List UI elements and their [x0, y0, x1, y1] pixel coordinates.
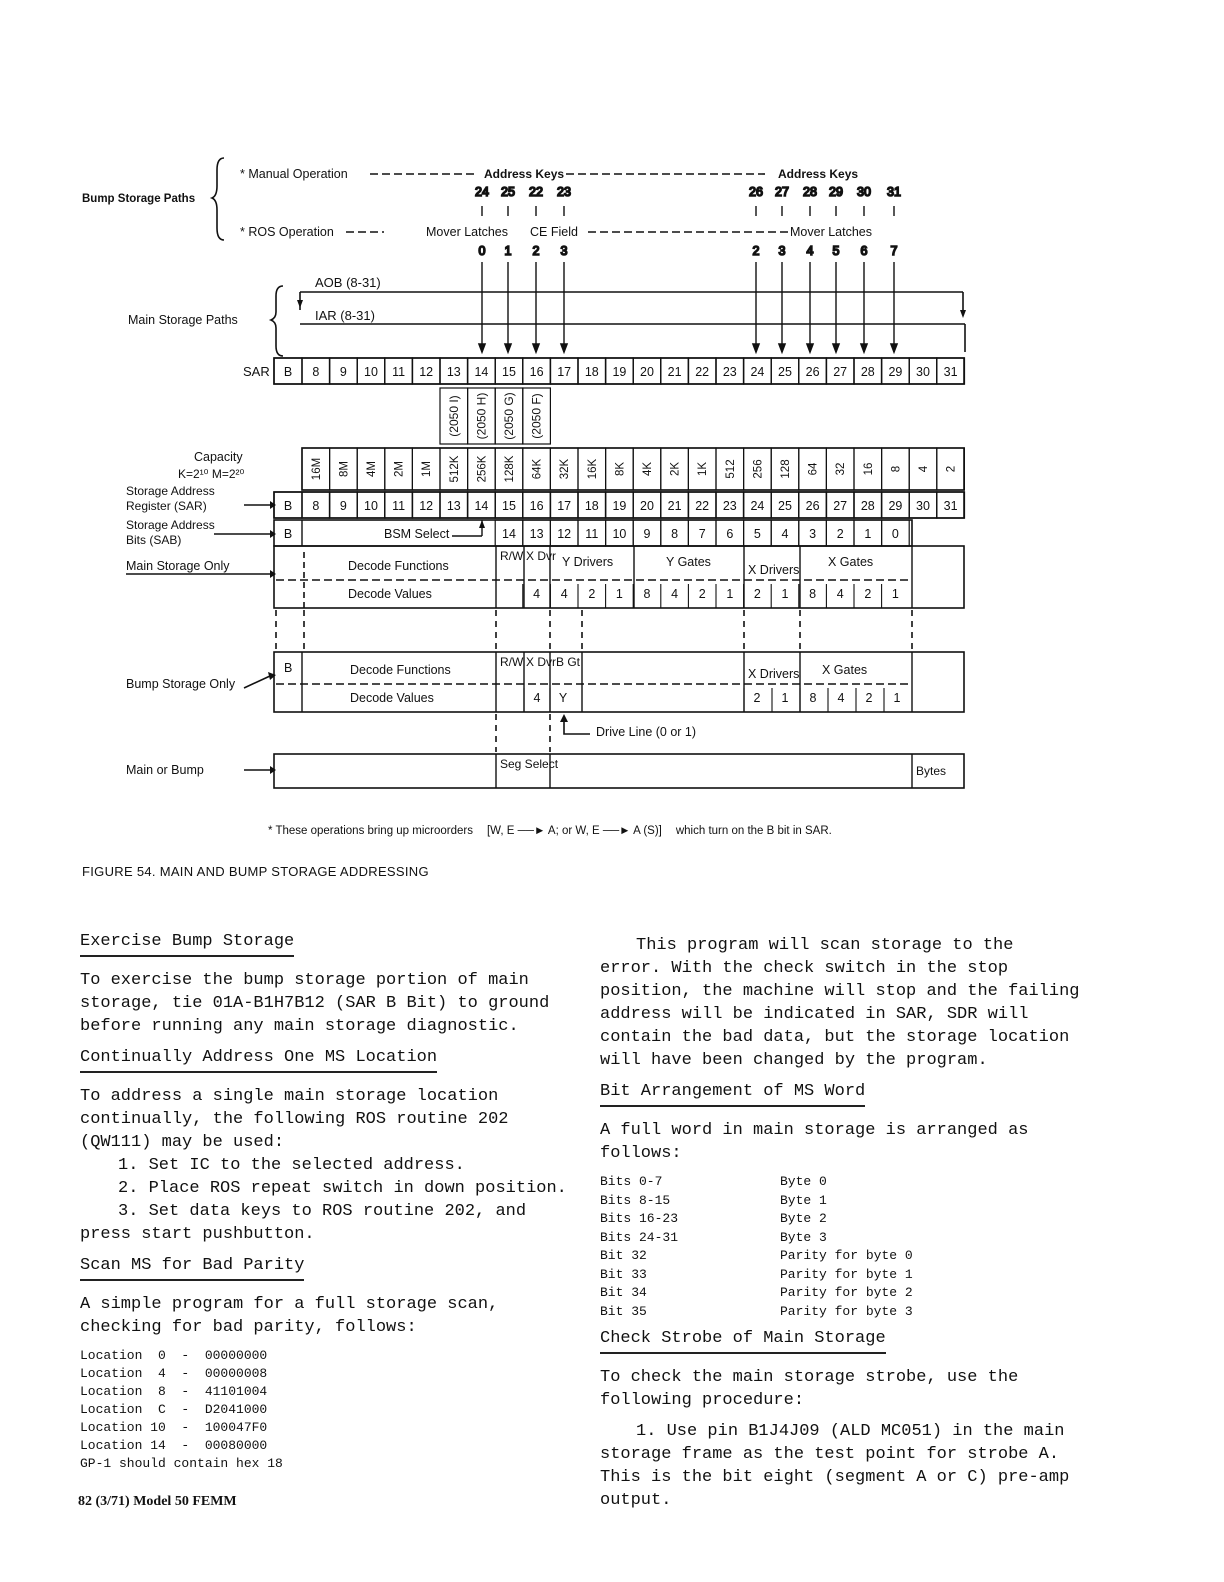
seg-select-label: Seg Select — [500, 757, 559, 771]
capacity-value: 256 — [752, 459, 765, 479]
heading-exercise-bump: Exercise Bump Storage — [80, 930, 294, 957]
capacity-value: 512K — [448, 455, 461, 483]
mover-latch-number: 2 — [532, 244, 540, 258]
sab-bit: 2 — [836, 527, 844, 541]
address-key-number: 24 — [475, 185, 489, 199]
address-key-number: 29 — [829, 185, 843, 199]
bump-decode-value: 4 — [837, 691, 845, 705]
mover-latches-left: Mover Latches — [426, 225, 508, 239]
main-decode-value: 1 — [726, 587, 734, 601]
right-column — [600, 934, 1080, 1520]
sar-bit: 14 — [474, 365, 489, 379]
sar-bit: 31 — [943, 365, 958, 379]
address-key-number: 31 — [887, 185, 901, 199]
location-row: Location C - D2041000 — [80, 1402, 268, 1417]
heading-scan-ms: Scan MS for Bad Parity — [80, 1254, 304, 1281]
mover-latch-number: 6 — [860, 244, 868, 258]
sar-full-bit: 21 — [667, 499, 682, 513]
byte-label: Parity for byte 1 — [780, 1266, 913, 1282]
sar-full-bit: 17 — [557, 499, 572, 513]
location-row: Location 14 - 00080000 — [80, 1438, 268, 1453]
capacity-value: 512 — [724, 459, 737, 479]
mover-latches-right: Mover Latches — [790, 225, 872, 239]
x-gates-main: X Gates — [828, 555, 874, 569]
sar-full-bit: 20 — [640, 499, 654, 513]
capacity-value: 128K — [504, 455, 516, 483]
sar-bit: 24 — [750, 365, 765, 379]
sab-bit: 4 — [781, 527, 789, 541]
capacity-value: 16 — [862, 462, 875, 476]
heading-check-strobe: Check Strobe of Main Storage — [600, 1327, 886, 1354]
byte-label: Parity for byte 2 — [780, 1285, 913, 1300]
sar-bit: 28 — [860, 365, 875, 379]
capacity-value: 16K — [586, 458, 599, 480]
capacity-value: 64K — [531, 458, 544, 480]
iar-label: IAR (8-31) — [315, 308, 375, 323]
step-2: 2. Place ROS repeat switch in down position. — [118, 1179, 567, 1198]
capacity-value: 1M — [421, 461, 434, 477]
sab-bit: 1 — [864, 527, 872, 541]
sar-full-bit: 22 — [695, 499, 710, 513]
bit-range: Bits 16-23 — [600, 1211, 679, 1226]
sab-bit: 12 — [557, 527, 572, 541]
model-label: (2050 G) — [502, 392, 516, 440]
sar-bit: 29 — [888, 365, 903, 379]
bit-range: Bit 32 — [600, 1248, 647, 1263]
sar-bit: 17 — [557, 365, 572, 379]
capacity-value: 8 — [890, 465, 903, 473]
heading-bit-arrangement: Bit Arrangement of MS Word — [600, 1080, 865, 1107]
sar-full-bit: 10 — [364, 499, 378, 513]
sar-full-bit: 26 — [805, 499, 820, 513]
capacity-value: 2K — [669, 461, 682, 477]
decode-values-main: Decode Values — [348, 587, 432, 601]
para-scan-ms: A simple program for a full storage scan, checking for bad parity, follows: — [80, 1295, 499, 1337]
address-key-number: 26 — [749, 185, 763, 199]
mover-latch-number: 5 — [832, 244, 840, 258]
model-label: (2050 H) — [474, 392, 489, 440]
capacity-value: 4M — [366, 461, 378, 477]
sar-bit: 20 — [640, 365, 654, 379]
mover-latch-number: 4 — [806, 244, 814, 258]
sar-full-bit: 19 — [612, 499, 627, 513]
sar-full-bit: 8 — [312, 499, 320, 513]
manual-operation-label: * Manual Operation — [240, 167, 348, 181]
mover-latch-number: 1 — [504, 244, 512, 258]
para-continually-address: To address a single main storage location continually, the following ROS routine 202 (QW111) may be used: — [80, 1087, 509, 1152]
decode-values-bump: Decode Values — [350, 691, 434, 705]
address-key-number: 23 — [557, 185, 571, 199]
sar-full-bit: 27 — [833, 499, 848, 513]
sar-bit: 12 — [419, 365, 434, 379]
sab-bit: 14 — [502, 527, 516, 541]
sar-full-bit: 14 — [474, 499, 489, 513]
bump-decode-value: 2 — [865, 691, 873, 705]
bump-decode-value: 1 — [781, 691, 789, 705]
x-drivers-main: X Drivers — [748, 563, 800, 577]
mover-latch-number: 3 — [778, 244, 786, 258]
sar-bit: 19 — [612, 365, 627, 379]
para-scan-result: This program will scan storage to the error. With the check switch in the stop position, the machine will stop and the failing address will be indicated in SAR, SDR will contain the bad data, but the storage location will have been changed by the program. — [600, 936, 1080, 1070]
address-key-number: 30 — [857, 185, 871, 199]
step-3: 3. Set data keys to ROS routine 202, and press start pushbutton. — [80, 1202, 527, 1244]
capacity-value: 8M — [338, 461, 351, 477]
bump-storage-paths-label: Bump Storage Paths — [82, 193, 196, 205]
sar-bit: B — [283, 365, 293, 379]
capacity-value: 32K — [559, 458, 572, 480]
sar-bit: 25 — [778, 365, 792, 379]
x-gates-bump: X Gates — [822, 663, 868, 677]
sab-bit: 3 — [809, 527, 817, 541]
model-label: (2050 F) — [529, 393, 544, 439]
sar-bit: 27 — [833, 365, 848, 379]
capacity-value: 2M — [393, 461, 406, 477]
bump-decode-value: 2 — [753, 691, 761, 705]
para-exercise-bump: To exercise the bump storage portion of main storage, tie 01A-B1H7B12 (SAR B Bit) to ground before running any main storage diagnostic. — [80, 971, 550, 1036]
main-decode-value: 8 — [809, 587, 817, 601]
capacity-value: 16M — [310, 457, 323, 481]
bump-decode-value: 1 — [893, 691, 901, 705]
address-keys-right: Address Keys — [778, 167, 859, 181]
sar-bit: 23 — [722, 365, 737, 379]
para-check-strobe: To check the main storage strobe, use the following procedure: — [600, 1368, 1019, 1410]
mover-latch-number: 2 — [752, 244, 760, 258]
aob-label: AOB (8-31) — [315, 275, 381, 290]
main-decode-value: 2 — [864, 587, 872, 601]
capacity-value: 2 — [945, 465, 958, 473]
location-row: Location 8 - 41101004 — [80, 1384, 268, 1399]
sar-full-bit: 18 — [584, 499, 599, 513]
sab-bit: 8 — [671, 527, 679, 541]
sar-bit: 8 — [312, 365, 320, 379]
bump-decode-value: 8 — [809, 691, 817, 705]
bump-decode-value: 4 — [533, 691, 541, 705]
bit-range: Bits 0-7 — [600, 1174, 663, 1189]
main-decode-value: 1 — [615, 587, 623, 601]
sar-bit: 10 — [364, 365, 378, 379]
address-key-number: 27 — [775, 185, 789, 199]
x-drivers-bump: X Drivers — [748, 667, 800, 681]
address-key-number: 28 — [803, 185, 817, 199]
sar-full-bit: 9 — [339, 499, 347, 513]
bump-b-cell: B — [284, 661, 293, 675]
bump-decode-value: Y — [558, 691, 568, 705]
capacity-label: Capacity — [194, 450, 243, 464]
decode-functions-main: Decode Functions — [348, 559, 449, 573]
sar-full-bit: 23 — [722, 499, 737, 513]
main-decode-value: 4 — [560, 587, 568, 601]
sar-bit: 15 — [502, 365, 516, 379]
sar-label: SAR — [243, 364, 270, 379]
sar-bit: 9 — [339, 365, 347, 379]
bit-range: Bits 8-15 — [600, 1192, 671, 1208]
sar-bit: 16 — [529, 365, 544, 379]
drive-line-label: Drive Line (0 or 1) — [596, 725, 697, 739]
mover-latch-number: 3 — [560, 244, 568, 258]
sab-bit: 13 — [529, 527, 544, 541]
sar-full-label: Storage Address Register (SAR) — [126, 484, 215, 513]
ros-operation-label: * ROS Operation — [240, 225, 334, 239]
sar-bit: 21 — [667, 365, 682, 379]
main-decode-value: 2 — [698, 587, 706, 601]
sab-bit: 9 — [643, 527, 651, 541]
capacity-value: 64 — [807, 462, 820, 476]
sab-bit: 7 — [698, 527, 706, 541]
sab-b-cell: B — [283, 527, 293, 541]
main-decode-value: 1 — [891, 587, 899, 601]
mover-latch-number: 0 — [478, 244, 486, 258]
sar-full-bit: B — [283, 499, 293, 513]
main-decode-value: 1 — [781, 587, 789, 601]
rw-main: R/W — [500, 549, 524, 563]
capacity-value: 32 — [835, 462, 848, 476]
sar-full-bit: 31 — [943, 499, 958, 513]
sar-full-bit: 28 — [860, 499, 875, 513]
bsm-select-label: BSM Select — [384, 527, 450, 541]
byte-label: Parity for byte 3 — [780, 1303, 913, 1319]
b-gt-label: B Gt — [556, 655, 581, 669]
byte-label: Byte 0 — [780, 1174, 827, 1189]
sar-full-bit: 12 — [419, 499, 434, 513]
capacity-formula: K=2¹⁰ M=2²⁰ — [178, 467, 245, 481]
left-column — [80, 930, 570, 1473]
sab-bit: 5 — [753, 527, 761, 541]
address-key-number: 22 — [529, 185, 543, 199]
location-row: Location 4 - 00000008 — [80, 1366, 268, 1381]
para-strobe-step: 1. Use pin B1J4J09 (ALD MC051) in the main storage frame as the test point for strobe A. This is the bit eight (segment A or C) pre-amp output. — [600, 1422, 1070, 1510]
sar-bit: 22 — [695, 365, 710, 379]
bit-arrangement-table — [600, 1173, 1080, 1321]
bit-range: Bits 24-31 — [600, 1229, 679, 1245]
location-row: Location 10 - 100047F0 — [80, 1420, 268, 1435]
page-footer: 82 (3/71) Model 50 FEMM — [78, 1494, 237, 1509]
sar-bit: 11 — [392, 365, 406, 379]
sar-full-bit: 15 — [502, 499, 516, 513]
main-decode-value: 4 — [836, 587, 844, 601]
rw-bump: R/W — [500, 655, 524, 669]
sar-full-bit: 30 — [916, 499, 930, 513]
sar-full-bit: 11 — [392, 499, 406, 513]
address-keys-left: Address Keys — [484, 167, 565, 181]
x-dvr-bump: X Dvr — [526, 655, 556, 669]
bump-storage-only-label: Bump Storage Only — [126, 677, 236, 691]
figure-caption: FIGURE 54. MAIN AND BUMP STORAGE ADDRESSING — [82, 864, 429, 879]
capacity-value: 128 — [780, 459, 792, 479]
sar-full-bit: 29 — [888, 499, 903, 513]
sab-bit: 6 — [726, 527, 734, 541]
bytes-label: Bytes — [916, 764, 947, 778]
x-dvr-main: X Dvr — [526, 549, 556, 563]
gp-note: GP-1 should contain hex 18 — [80, 1456, 283, 1471]
byte-label: Parity for byte 0 — [780, 1248, 913, 1263]
sar-full-bit: 16 — [529, 499, 544, 513]
bit-range: Bit 35 — [600, 1303, 647, 1319]
y-drivers-label: Y Drivers — [562, 555, 614, 569]
sar-bit: 26 — [805, 365, 820, 379]
capacity-value: 4K — [642, 461, 654, 477]
sar-full-bit: 25 — [778, 499, 792, 513]
sar-bit: 18 — [584, 365, 599, 379]
sar-full-bit: 13 — [446, 499, 461, 513]
main-decode-value: 2 — [753, 587, 761, 601]
bit-range: Bit 34 — [600, 1285, 647, 1300]
decode-functions-bump: Decode Functions — [350, 663, 451, 677]
capacity-value: 1K — [697, 461, 710, 477]
location-list — [80, 1347, 570, 1473]
byte-label: Byte 3 — [780, 1229, 827, 1245]
para-bit-arrangement: A full word in main storage is arranged as follows: — [600, 1121, 1029, 1163]
main-decode-value: 8 — [643, 587, 651, 601]
y-gates-label: Y Gates — [666, 555, 711, 569]
capacity-value: 256K — [476, 455, 489, 483]
location-row: Location 0 - 00000000 — [80, 1348, 268, 1363]
sab-label: Storage Address Bits (SAB) — [126, 518, 215, 547]
main-decode-value: 4 — [671, 587, 679, 601]
sar-bit: 30 — [916, 365, 930, 379]
main-decode-value: 2 — [588, 587, 596, 601]
capacity-value: 4 — [918, 465, 930, 473]
step-1: 1. Set IC to the selected address. — [118, 1156, 465, 1175]
footnote-text: * These operations bring up microorders [W, E ──► A; or W, E ──► A (S)] which turn on the B bit in SAR. — [268, 825, 832, 837]
main-storage-only-label: Main Storage Only — [126, 559, 230, 573]
ce-field-label: CE Field — [530, 225, 578, 239]
capacity-value: 8K — [614, 461, 627, 477]
sar-bit: 13 — [446, 365, 461, 379]
heading-continually-address: Continually Address One MS Location — [80, 1046, 437, 1073]
model-label: (2050 I) — [446, 395, 461, 437]
main-decode-value: 4 — [533, 587, 541, 601]
byte-label: Byte 2 — [780, 1211, 827, 1226]
address-key-number: 25 — [501, 185, 515, 199]
sab-bit: 0 — [891, 527, 899, 541]
bit-range: Bit 33 — [600, 1266, 647, 1282]
main-storage-paths-label: Main Storage Paths — [128, 313, 238, 327]
sar-full-bit: 24 — [750, 499, 765, 513]
byte-label: Byte 1 — [780, 1192, 827, 1208]
sab-bit: 10 — [612, 527, 627, 541]
mover-latch-number: 7 — [890, 244, 898, 258]
main-or-bump-label: Main or Bump — [126, 763, 204, 777]
sab-bit: 11 — [585, 527, 599, 541]
